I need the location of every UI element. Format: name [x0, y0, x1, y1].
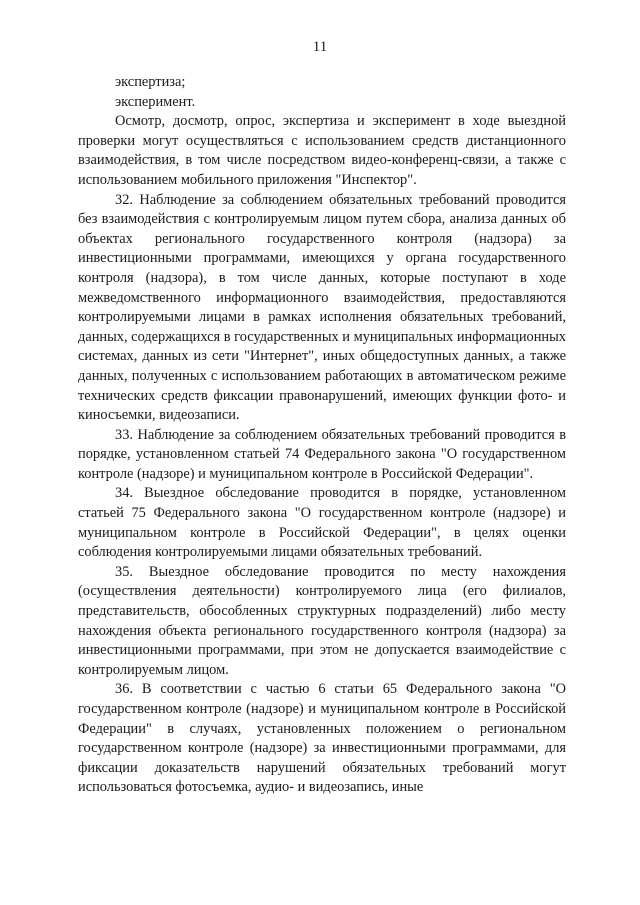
paragraph-32-observation: 32. Наблюдение за соблюдением обязательных требований проводится без взаимодействия с контролируемым лицом путем сбора, анализа данных об объектах регионального государственного контроля (надзора) за инвестиционными программами, имеющихся у органа государственного контроля (надзора), в том числе данных, которые поступают в ходе межведомственного информационного взаимодействия, предоставляются контролируемыми лицами в рамках исполнения обязательных требований, данных, содержащихся в государственных и муниципальных информационных системах, данных из сети "Интернет", иных общедоступных данных, а также данных, полученных с использованием работающих в автоматическом режиме технических средств фиксации правонарушений, имеющих функции фото- и киносъемки, видеозаписи.	[78, 191, 566, 424]
paragraph-35-field-inspection-location: 35. Выездное обследование проводится по месту нахождения (осуществления деятельности) контролируемого лица (его филиалов, представительств, обособленных структурных подразделений) либо месту нахождения объекта регионального государственного контроля (надзора) за инвестиционными программами, при этом не допускается взаимодействие с контролируемым лицом.	[78, 563, 566, 678]
paragraph-remote-interaction: Осмотр, досмотр, опрос, экспертиза и эксперимент в ходе выездной проверки могут осуществляться с использованием средств дистанционного взаимодействия, в том числе посредством видео-конференц-связи, а также с использованием мобильного приложения "Инспектор".	[78, 113, 566, 188]
paragraph-34-field-inspection: 34. Выездное обследование проводится в порядке, установленном статьей 75 Федерального закона "О государственном контроле (надзоре) и муниципальном контроле в Российской Федерации", в целях оценки соблюдения контролируемыми лицами обязательных требований.	[78, 485, 566, 561]
paragraph-list-item-experiment: эксперимент.	[115, 93, 196, 110]
paragraph-36-evidence-recording: 36. В соответствии с частью 6 статьи 65 Федерального закона "О государственном контроле (надзоре) и муниципальном контроле в Российской Федерации" в случаях, установленных положением о региональном государственном контроле (надзоре) за инвестиционными программами, для фиксации доказательств нарушений обязательных требований могут использоваться фотосъемка, аудио- и видеозапись, иные	[78, 681, 566, 796]
paragraph-list-item-expertise: экспертиза;	[115, 74, 186, 90]
document-body	[78, 73, 566, 798]
paragraph-33-observation-procedure: 33. Наблюдение за соблюдением обязательных требований проводится в порядке, установленном статьей 74 Федерального закона "О государственном контроле (надзоре) и муниципальном контроле в Российской Федерации".	[78, 426, 566, 482]
page-number: 11	[312, 39, 328, 55]
